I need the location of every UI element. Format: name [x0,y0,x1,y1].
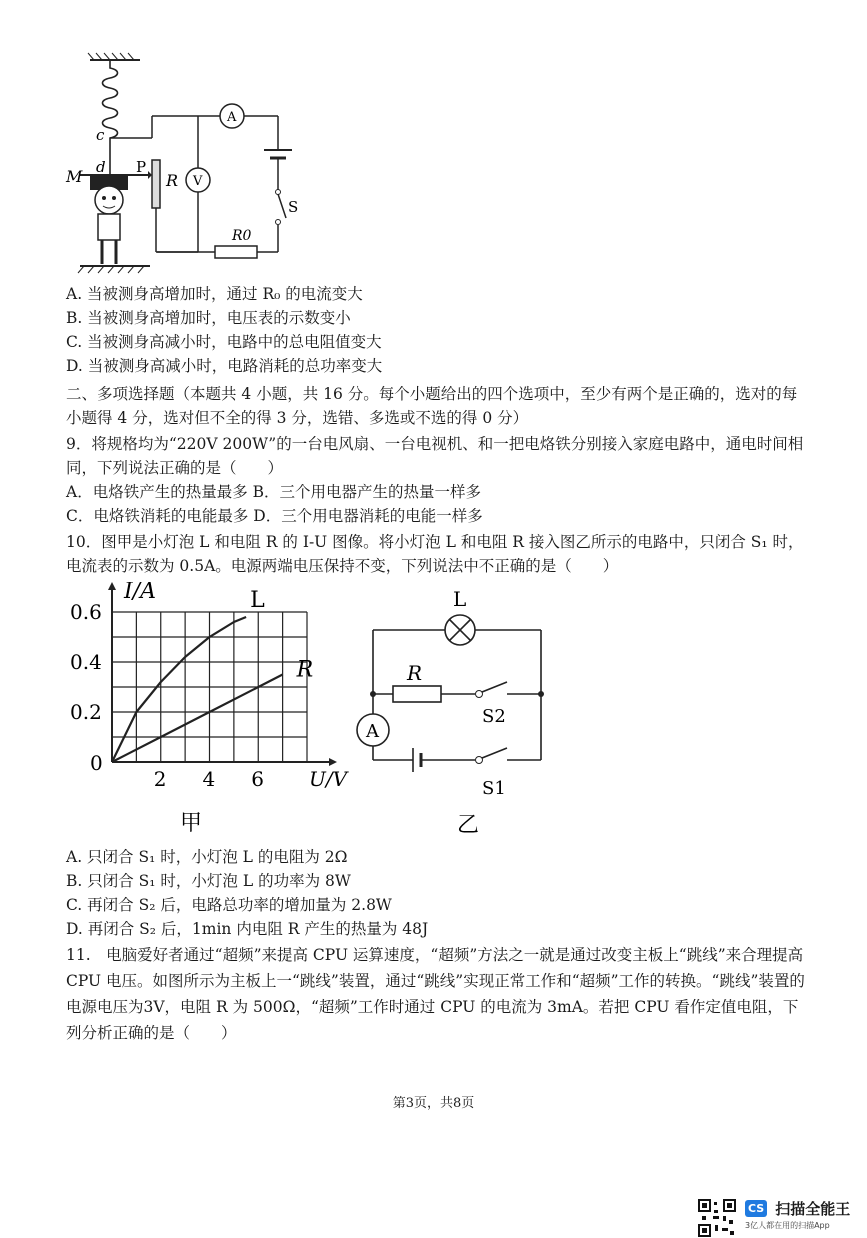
qr-code-icon [697,1198,737,1238]
label-v: V [193,174,203,189]
series-label-L: L [250,588,265,613]
series-R-line [112,675,283,763]
q8-option-d: D. 当被测身高减小时，电路消耗的总功率变大 [66,357,383,375]
q8-option-a: A. 当被测身高增加时，通过 R₀ 的电流变大 [66,285,363,303]
x-axis-arrow [329,758,337,766]
caption-yi: 乙 [457,813,480,838]
resistor-r0 [215,246,257,258]
series-label-R: R [296,657,314,683]
x-tick-label: 2 [153,767,167,791]
q10-option-c: C. 再闭合 S₂ 后，电路总功率的增加量为 2.8W [66,896,392,914]
y-axis-arrow [108,582,116,590]
q10-option-a: A. 只闭合 S₁ 时，小灯泡 L 的电阻为 2Ω [66,848,348,866]
q10-option-d: D. 再闭合 S₂ 后，1min 内电阻 R 产生的热量为 48J [66,920,429,938]
x-axis-label: U/V [309,767,348,791]
q8-option-b: B. 当被测身高增加时，电压表的示数变小 [66,309,351,327]
label-s2: S2 [482,706,506,727]
cs-logo-icon: CS [745,1200,767,1217]
label-d: d [96,158,106,176]
q9-options-row1: A．电烙铁产生的热量最多 B．三个用电器产生的热量一样多 [66,483,482,501]
y-tick-label: 0.6 [70,600,102,624]
y-tick-label: 0.2 [70,700,102,724]
caption-jia: 甲 [180,811,203,836]
label-c: c [96,126,105,144]
label-a: A [366,721,379,742]
x-tick-label: 6 [251,767,264,791]
origin-label: 0 [90,751,103,775]
label-a: A [227,110,237,125]
page-number: 第3页，共8页 [392,1096,475,1111]
iu-chart [60,582,360,842]
scanner-brand [745,1198,850,1231]
height-measure-figure [60,50,310,280]
resistor-r [393,686,441,702]
q11-stem: 11. 电脑爱好者通过“超频”来提高 CPU 运算速度，“超频”方法之一就是通过改变主板上“跳线”来合理提高 CPU 电压。如图所示为主板上一“跳线”装置，通过“跳线”实现正常工作和“超频”工作的转换。“跳线”装置的电源电压为3V，电阻 R 为 500Ω，“超频”工作时通过 CPU 的电流为 3mA。若把 CPU 看作定值电阻，下列分析正确的是（ ） [66,946,805,1042]
label-l: L [453,587,467,611]
label-s1: S1 [482,778,506,799]
circuit-yi [345,582,575,842]
switch-s2 [482,682,507,692]
brand-tagline: 3亿人都在用的扫描App [745,1221,830,1230]
label-r: R [407,661,423,685]
brand-name: 扫描全能王 [775,1200,851,1218]
label-r0: R0 [232,228,252,244]
label-s: S [288,198,299,216]
switch-s1 [482,748,507,758]
y-axis-label: I/A [124,582,156,604]
y-tick-label: 0.4 [70,650,102,674]
label-m: M [66,167,83,186]
label-p: P [136,158,147,176]
q10-stem: 10．图甲是小灯泡 L 和电阻 R 的 I-U 图像。将小灯泡 L 和电阻 R 接入图乙所示的电路中，只闭合 S₁ 时，电流表的示数为 0.5A。电源两端电压保持不变，下列说法中不正确的是（ ） [66,533,804,575]
slide-resistor [152,160,160,208]
person-figure [90,176,128,264]
series-L-line [112,617,246,762]
label-r: R [166,171,179,190]
q9-options-row2: C．电烙铁消耗的电能最多 D．三个用电器消耗的电能一样多 [66,507,483,525]
q10-option-b: B. 只闭合 S₁ 时，小灯泡 L 的功率为 8W [66,872,351,890]
q9-stem: 9．将规格均为“220V 200W”的一台电风扇、一台电视机、和一把电烙铁分别接入家庭电路中，通电时间相同，下列说法正确的是（ ） [66,435,804,477]
section2-heading: 二、多项选择题（本题共 4 小题，共 16 分。每个小题给出的四个选项中，至少有两个是正确的，选对的每小题得 4 分，选对但不全的得 3 分，选错、多选或不选的得 0 分） [66,385,798,427]
x-tick-label: 4 [202,767,216,791]
q8-option-c: C. 当被测身高减小时，电路中的总电阻值变大 [66,333,382,351]
